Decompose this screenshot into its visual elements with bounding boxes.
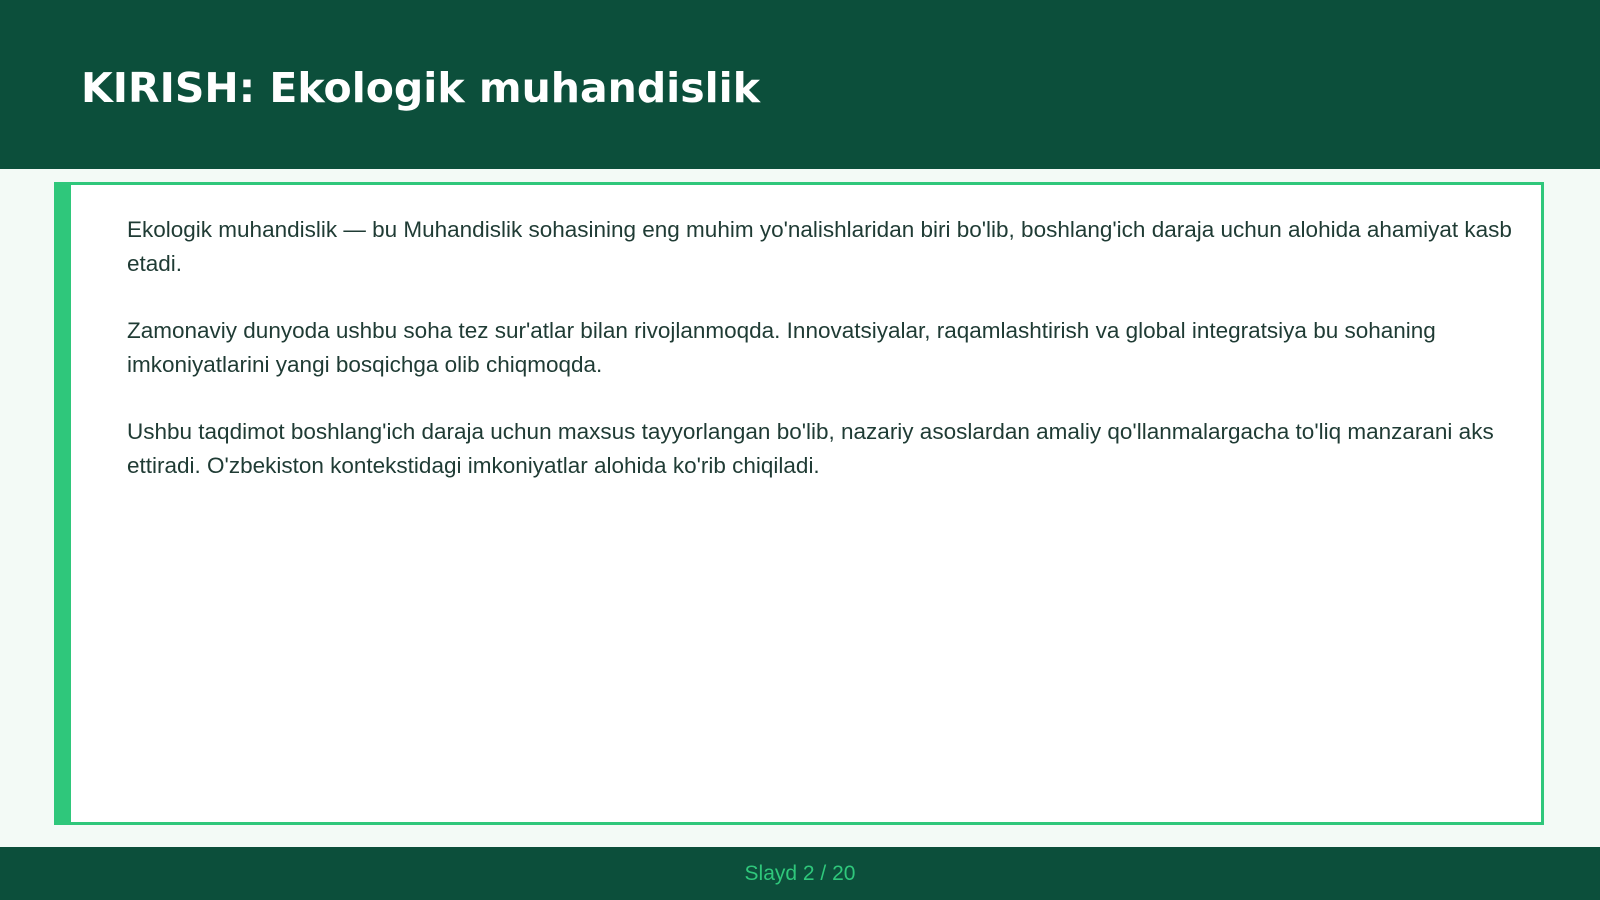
slide-footer [0, 847, 1600, 900]
content-card [54, 182, 1544, 825]
slide-number: Slayd 2 / 20 [744, 862, 856, 885]
slide-title: KIRISH: Ekologik muhandislik [81, 64, 761, 112]
slide-header [0, 0, 1600, 169]
body-text [127, 213, 1527, 516]
paragraph-intro: Ekologik muhandislik — bu Muhandislik sohasining eng muhim yo'nalishlaridan biri bo'lib, boshlang'ich daraja uchun alohida ahamiyat kasb etadi. [127, 217, 1512, 276]
paragraph-presentation-scope: Ushbu taqdimot boshlang'ich daraja uchun maxsus tayyorlangan bo'lib, nazariy asoslardan amaliy qo'llanmalargacha to'liq manzarani aks ettiradi. O'zbekiston kontekstidagi imkoniyatlar alohida ko'rib chiqiladi. [127, 419, 1494, 478]
paragraph-modern-world: Zamonaviy dunyoda ushbu soha tez sur'atlar bilan rivojlanmoqda. Innovatsiyalar, raqamlashtirish va global integratsiya bu sohaning imkoniyatlarini yangi bosqichga olib chiqmoqda. [127, 318, 1436, 377]
